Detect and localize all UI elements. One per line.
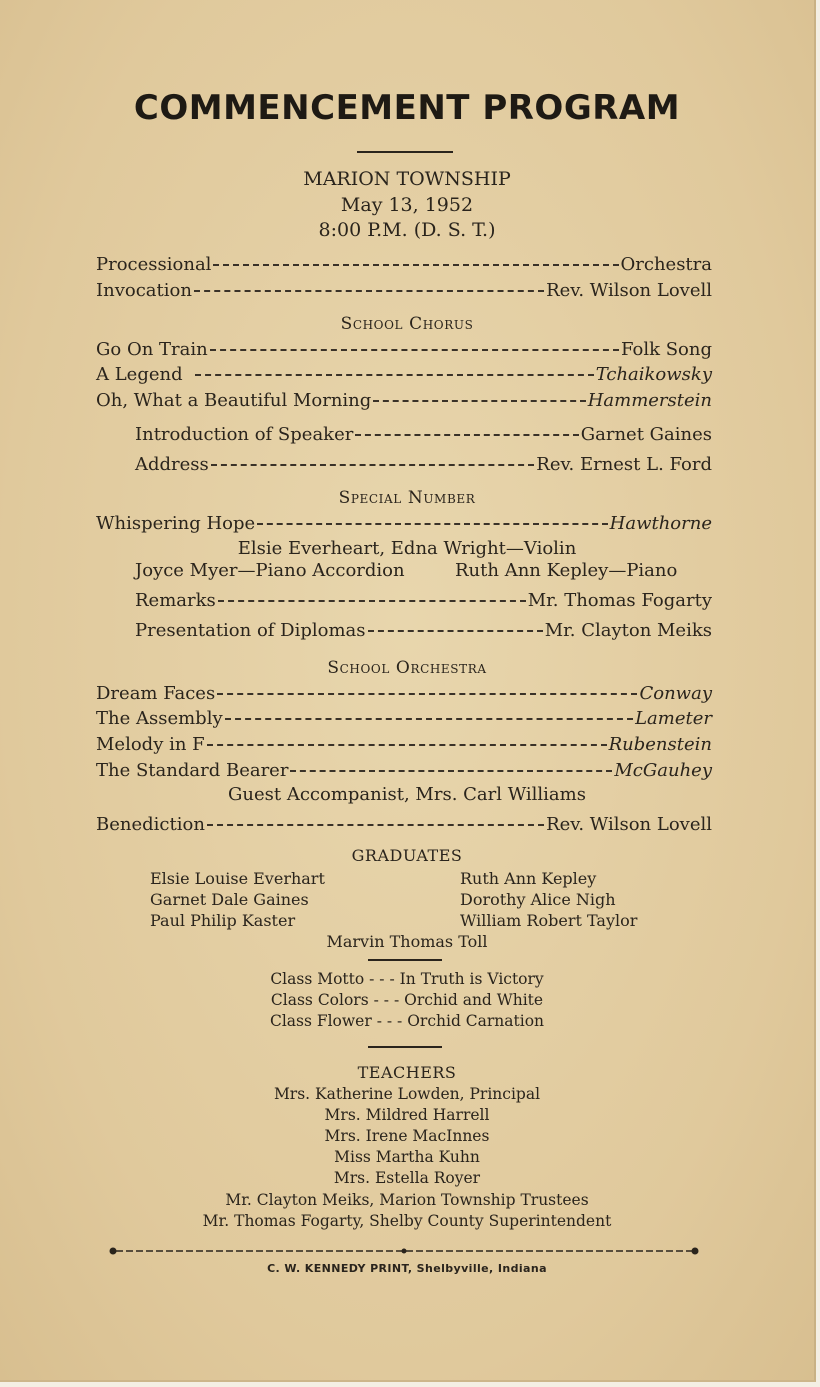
program-row bbox=[96, 683, 712, 704]
program-value: Mr. Clayton Meiks bbox=[544, 620, 712, 641]
leader-dashes bbox=[213, 264, 618, 266]
special-heading: Special Number bbox=[338, 488, 476, 508]
program-row bbox=[96, 708, 712, 729]
leader-dashes bbox=[355, 434, 578, 436]
class-sep: - - - bbox=[376, 1012, 403, 1030]
program-value: Rev. Ernest L. Ford bbox=[536, 454, 712, 475]
program-label: Melody in F bbox=[96, 734, 205, 755]
leader-dashes bbox=[207, 824, 544, 826]
program-row bbox=[96, 254, 712, 275]
program-label: Presentation of Diplomas bbox=[135, 620, 366, 641]
leader-dashes bbox=[257, 523, 607, 525]
program-value: Rev. Wilson Lovell bbox=[546, 814, 712, 835]
program-value: McGauhey bbox=[614, 760, 712, 781]
teacher-name: Mr. Clayton Meiks, Marion Township Trustees bbox=[225, 1191, 589, 1209]
leader-dashes bbox=[195, 374, 594, 376]
page-title: COMMENCEMENT PROGRAM bbox=[133, 88, 681, 128]
class-sep: - - - bbox=[369, 970, 395, 988]
leader-dashes bbox=[368, 630, 543, 632]
program-label: Oh, What a Beautiful Morning bbox=[96, 390, 372, 411]
leader-dashes bbox=[207, 744, 607, 746]
program-row bbox=[96, 513, 712, 534]
program-row bbox=[96, 734, 712, 755]
program-label: Dream Faces bbox=[96, 683, 216, 704]
program-label: Whispering Hope bbox=[96, 513, 256, 534]
program-row bbox=[96, 814, 712, 835]
program-value: Orchestra bbox=[620, 254, 712, 275]
class-label: Class Motto bbox=[270, 970, 365, 988]
graduate-name: Elsie Louise Everhart bbox=[150, 869, 325, 888]
teacher-name: Mr. Thomas Fogarty, Shelby County Superintendent bbox=[202, 1212, 612, 1230]
special-performers: Elsie Everheart, Edna Wright—Violin bbox=[237, 538, 577, 559]
program-row bbox=[96, 364, 712, 385]
program-value: Mr. Thomas Fogarty bbox=[527, 590, 712, 611]
program-row bbox=[96, 390, 712, 411]
program-value: Tchaikowsky bbox=[595, 364, 712, 385]
teacher-name: Mrs. Irene MacInnes bbox=[324, 1127, 490, 1145]
ornamental-rule bbox=[108, 1244, 700, 1258]
program-label: Introduction of Speaker bbox=[135, 424, 354, 445]
printer-credit: C. W. KENNEDY PRINT, Shelbyville, Indiana bbox=[267, 1262, 547, 1275]
program-value: Rev. Wilson Lovell bbox=[546, 280, 712, 301]
class-sep: - - - bbox=[373, 991, 400, 1009]
class-value: Orchid and White bbox=[404, 991, 544, 1009]
teacher-name: Mrs. Estella Royer bbox=[333, 1169, 481, 1187]
class-value: Orchid Carnation bbox=[407, 1012, 545, 1030]
leader-dashes bbox=[218, 600, 526, 602]
teacher-name: Mrs. Mildred Harrell bbox=[324, 1106, 490, 1124]
teacher-name: Mrs. Katherine Lowden, Principal bbox=[273, 1085, 541, 1103]
program-row bbox=[135, 454, 712, 475]
program-label: The Assembly bbox=[96, 708, 223, 729]
orchestra-accompanist: Guest Accompanist, Mrs. Carl Williams bbox=[228, 784, 586, 805]
program-label: The Standard Bearer bbox=[96, 760, 289, 781]
class-motto bbox=[0, 970, 814, 988]
program-row bbox=[135, 590, 712, 611]
program-value: Rubenstein bbox=[608, 734, 712, 755]
graduate-name: Paul Philip Kaster bbox=[150, 911, 296, 930]
chorus-heading: School Chorus bbox=[340, 314, 474, 334]
program-row bbox=[96, 339, 712, 360]
leader-dashes bbox=[217, 693, 637, 695]
program-value: Hawthorne bbox=[609, 513, 712, 534]
program-value: Garnet Gaines bbox=[580, 424, 712, 445]
header-date: May 13, 1952 bbox=[340, 194, 474, 216]
graduate-name: Garnet Dale Gaines bbox=[150, 890, 309, 909]
program-label: Address bbox=[135, 454, 209, 475]
program-label: A Legend bbox=[96, 364, 183, 385]
program-label: Remarks bbox=[135, 590, 216, 611]
graduate-name: William Robert Taylor bbox=[460, 911, 638, 930]
header-time: 8:00 P.M. (D. S. T.) bbox=[318, 219, 496, 241]
graduates-heading: GRADUATES bbox=[351, 846, 463, 865]
program-row bbox=[96, 280, 712, 301]
class-label: Class Flower bbox=[269, 1012, 372, 1030]
program-label: Go On Train bbox=[96, 339, 208, 360]
program-label: Invocation bbox=[96, 280, 192, 301]
header-place: MARION TOWNSHIP bbox=[303, 168, 511, 190]
leader-dashes bbox=[210, 349, 619, 351]
special-performer-right: Ruth Ann Kepley—Piano bbox=[455, 560, 678, 581]
program-label: Processional bbox=[96, 254, 212, 275]
class-divider bbox=[368, 1046, 442, 1048]
leader-dashes bbox=[194, 290, 544, 292]
title-divider bbox=[357, 151, 453, 153]
program-value: Conway bbox=[639, 683, 712, 704]
orchestra-heading: School Orchestra bbox=[327, 658, 487, 678]
graduates-divider bbox=[368, 959, 442, 961]
leader-dashes bbox=[373, 400, 585, 402]
program-value: Hammerstein bbox=[587, 390, 712, 411]
program-value: Lameter bbox=[635, 708, 712, 729]
program-value: Folk Song bbox=[620, 339, 712, 360]
program-row bbox=[135, 620, 712, 641]
special-performer-left: Joyce Myer—Piano Accordion bbox=[135, 560, 405, 581]
program-label: Benediction bbox=[96, 814, 205, 835]
class-value: In Truth is Victory bbox=[399, 970, 544, 988]
class-colors bbox=[0, 991, 814, 1009]
class-label: Class Colors bbox=[270, 991, 369, 1009]
graduate-name: Dorothy Alice Nigh bbox=[460, 890, 616, 909]
graduate-name-last: Marvin Thomas Toll bbox=[326, 932, 488, 951]
program-row bbox=[96, 760, 712, 781]
teacher-name: Miss Martha Kuhn bbox=[334, 1148, 480, 1166]
class-flower bbox=[0, 1012, 814, 1030]
leader-dashes bbox=[290, 770, 612, 772]
graduate-name: Ruth Ann Kepley bbox=[460, 869, 597, 888]
leader-dashes bbox=[211, 464, 534, 466]
leader-dashes bbox=[225, 718, 633, 720]
teachers-heading: TEACHERS bbox=[357, 1063, 457, 1082]
program-row bbox=[135, 424, 712, 445]
